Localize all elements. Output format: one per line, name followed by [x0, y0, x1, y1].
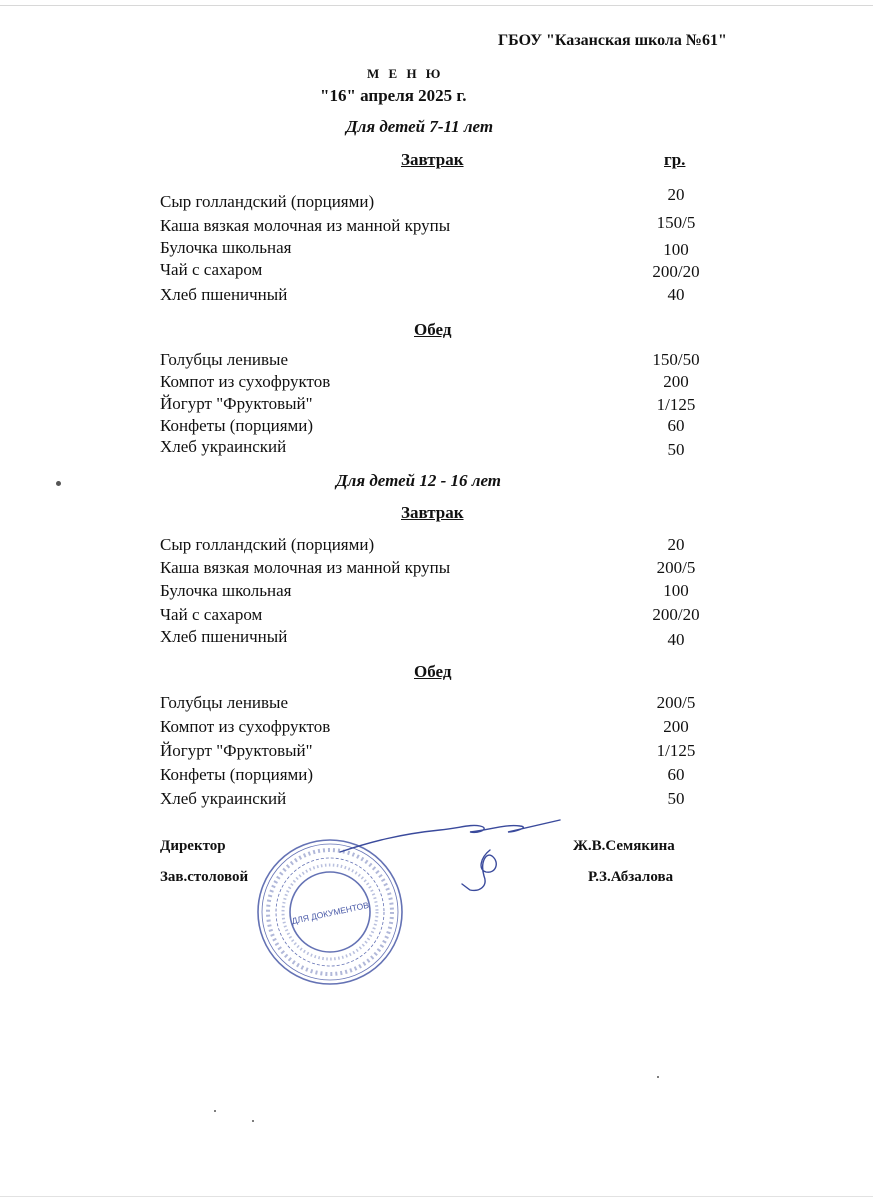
menu-item-qty: 1/125: [656, 395, 696, 414]
school-name: ГБОУ "Казанская школа №61": [498, 32, 727, 49]
menu-item-qty: 60: [667, 416, 685, 435]
director-name: Ж.В.Семякина: [573, 838, 675, 854]
scan-speck: [252, 1120, 254, 1122]
menu-item-qty: 200: [663, 717, 689, 736]
menu-item: Каша вязкая молочная из манной крупы: [160, 216, 451, 235]
meal-heading-lunch-1: Обед: [414, 320, 452, 339]
meal-heading-breakfast-1: Завтрак: [401, 150, 464, 169]
menu-item-qty: 20: [667, 535, 685, 554]
director-signature: [340, 820, 560, 852]
menu-item: Йогурт "Фруктовый": [160, 394, 313, 413]
canteen-head-name: Р.З.Абзалова: [588, 869, 674, 885]
menu-item-qty: 200/20: [652, 605, 700, 624]
stamp-center-text: ДЛЯ ДОКУМЕНТОВ: [290, 899, 370, 927]
canteen-signature: [462, 850, 496, 890]
meal-heading-breakfast-2: Завтрак: [401, 503, 464, 522]
menu-item-qty: 60: [667, 765, 685, 784]
menu-item: Булочка школьная: [160, 581, 292, 600]
menu-item: Конфеты (порциями): [160, 765, 314, 784]
menu-item-qty: 150/5: [656, 213, 696, 232]
menu-item: Сыр голландский (порциями): [160, 192, 375, 211]
menu-item: Хлеб пшеничный: [160, 285, 288, 304]
scan-edge-bottom: [0, 1196, 873, 1197]
menu-item: Хлеб пшеничный: [160, 627, 288, 646]
menu-item: Хлеб украинский: [160, 789, 287, 808]
scan-speck: [56, 481, 61, 486]
canteen-head-label: Зав.столовой: [160, 869, 249, 885]
menu-item: Чай с сахаром: [160, 605, 263, 624]
meal-heading-lunch-2: Обед: [414, 662, 452, 681]
menu-item-qty: 100: [663, 240, 689, 259]
director-label: Директор: [160, 838, 226, 854]
menu-item: Компот из сухофруктов: [160, 717, 331, 736]
column-header-grams: гр.: [664, 150, 686, 169]
menu-item: Булочка школьная: [160, 238, 292, 257]
menu-item: Конфеты (порциями): [160, 416, 314, 435]
handwritten-signatures: [330, 812, 570, 902]
menu-item-qty: 40: [667, 285, 685, 304]
menu-item-qty: 20: [667, 185, 685, 204]
menu-item-qty: 200/5: [656, 558, 696, 577]
menu-item: Каша вязкая молочная из манной крупы: [160, 558, 451, 577]
menu-title: М Е Н Ю: [367, 66, 444, 81]
menu-item: Голубцы ленивые: [160, 693, 289, 712]
menu-item: Голубцы ленивые: [160, 350, 289, 369]
menu-item: Хлеб украинский: [160, 437, 287, 456]
menu-item: Чай с сахаром: [160, 260, 263, 279]
age-group-12-16: Для детей 12 - 16 лет: [336, 471, 502, 490]
menu-item-qty: 50: [667, 789, 685, 808]
age-group-7-11: Для детей 7-11 лет: [346, 117, 494, 136]
menu-item: Компот из сухофруктов: [160, 372, 331, 391]
menu-item-qty: 200: [663, 372, 689, 391]
menu-item-qty: 200/20: [652, 262, 700, 281]
menu-item-qty: 200/5: [656, 693, 696, 712]
scan-speck: [657, 1076, 659, 1078]
menu-item-qty: 150/50: [652, 350, 700, 369]
scan-speck: [214, 1110, 216, 1112]
menu-item: Йогурт "Фруктовый": [160, 741, 313, 760]
menu-date: "16" апреля 2025 г.: [320, 86, 467, 105]
scan-edge-top: [0, 5, 873, 6]
menu-item-qty: 40: [667, 630, 685, 649]
menu-item-qty: 1/125: [656, 741, 696, 760]
menu-item: Сыр голландский (порциями): [160, 535, 375, 554]
menu-item-qty: 100: [663, 581, 689, 600]
menu-item-qty: 50: [667, 440, 685, 459]
